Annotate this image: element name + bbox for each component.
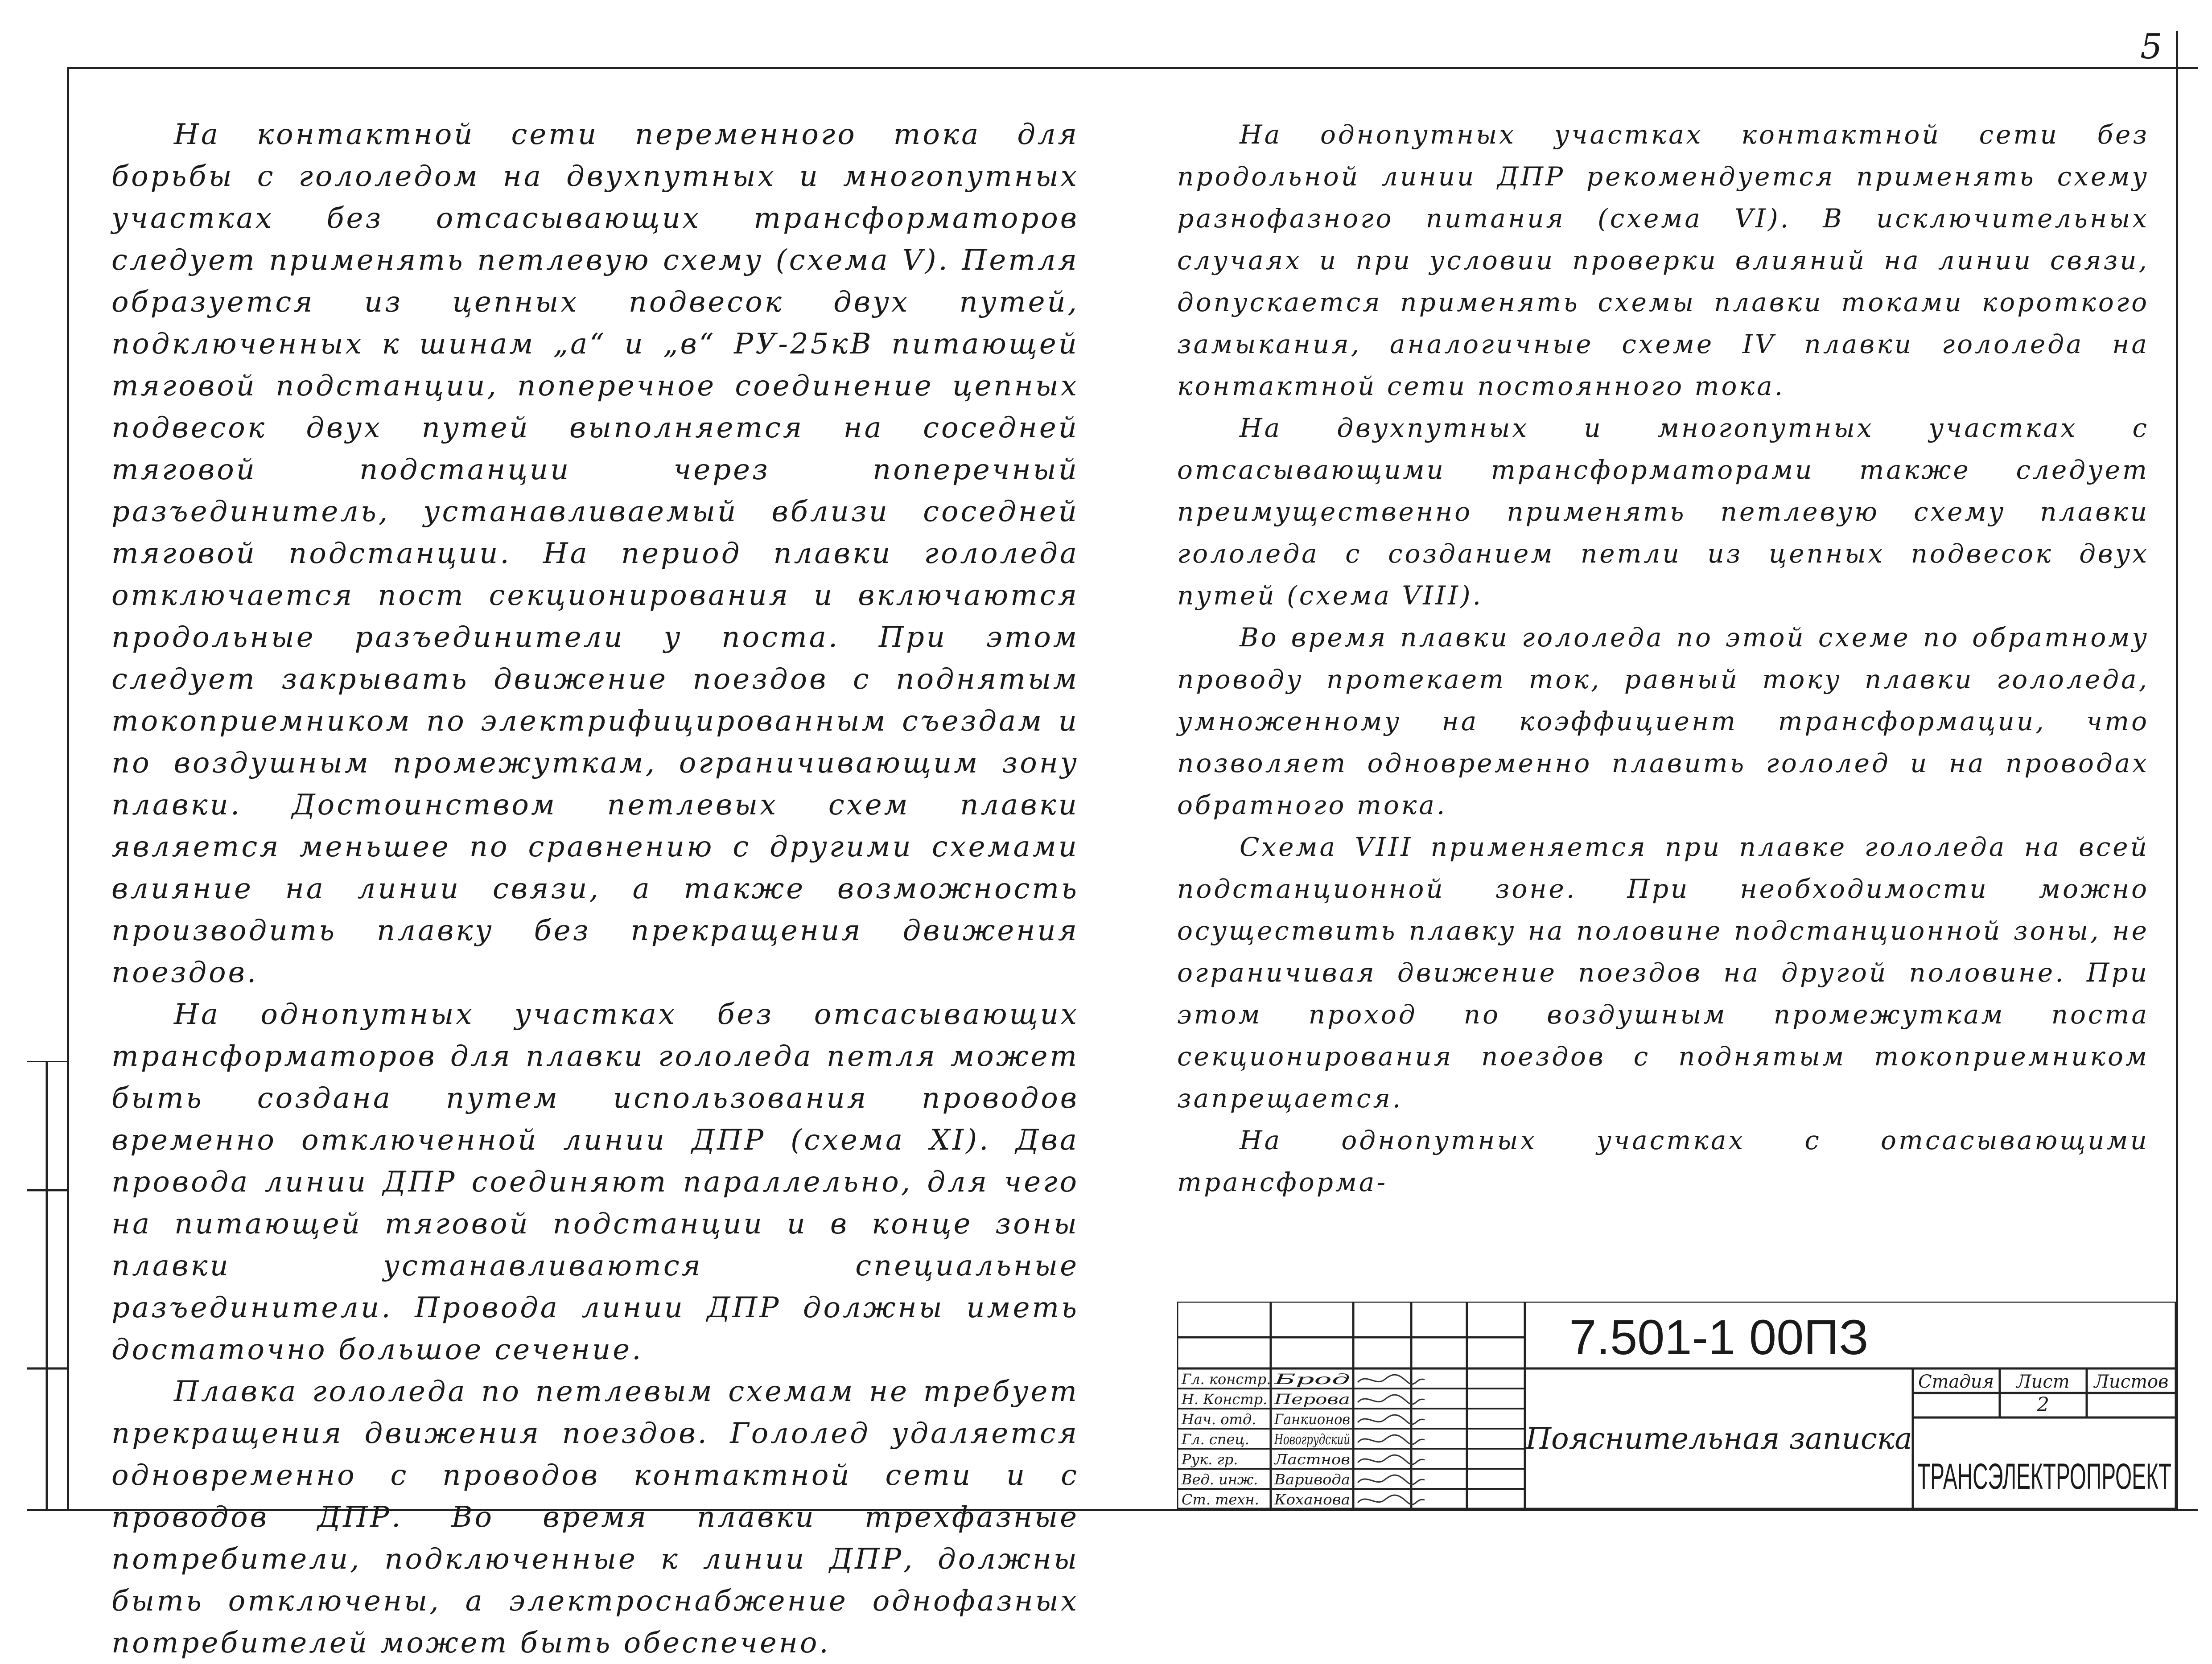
signer-role: Вед. инж. xyxy=(1182,1471,1258,1488)
signer-name: Ганкионов xyxy=(1274,1411,1350,1428)
signature-mark xyxy=(1358,1455,1425,1464)
left-column xyxy=(111,114,1079,1664)
organization-name: ТРАНСЭЛЕКТРОПРОЕКТ xyxy=(1917,1456,2171,1497)
signature-mark xyxy=(1358,1495,1425,1504)
sheet-number: 2 xyxy=(2037,1393,2049,1416)
signature-mark xyxy=(1358,1375,1425,1384)
signer-name: Коханова xyxy=(1273,1491,1350,1508)
paragraph: Во время плавки гололеда по этой схеме по обратному проводу протекает ток, равный току плавки гололеда, умноженному на коэффициент трансформации, что позволяет одновременно плавить гололед и на проводах обратного тока. xyxy=(1177,622,2149,820)
signer-name: Варивода xyxy=(1273,1471,1350,1488)
signer-name: Перова xyxy=(1273,1391,1350,1408)
signer-role: Гл. констр. xyxy=(1182,1371,1271,1388)
signer-role: Н. Констр. xyxy=(1182,1391,1268,1408)
paragraph: На однопутных участках контактной сети без продольной линии ДПР рекомендуется применять схему разнофазного питания (схема VI). В исключительных случаях и при условии проверки влияний на линии связи, допускается применять схемы плавки токами короткого замыкания, аналогичные схеме IV плавки гололеда на контактной сети постоянного тока. xyxy=(1177,119,2149,401)
right-column xyxy=(1177,114,2149,1203)
sheet-label: Лист xyxy=(2016,1372,2070,1392)
signature-mark xyxy=(1358,1435,1425,1444)
signer-role: Гл. спец. xyxy=(1182,1431,1249,1448)
paragraph: На контактной сети переменного тока для борьбы с гололедом на двухпутных и многопутных участках без отсасывающих трансформаторов следует применять петлевую схему (схема V). Петля образуется из цепных подвесок двух путей, подключенных к шинам „а“ и „в“ РУ-25кВ питающей тяговой подстанции, поперечное соединение цепных подвесок двух путей выполняется на соседней тяговой подстанции через поперечный разъединитель, устанавливаемый вблизи соседней тяговой подстанции. На период плавки гололеда отключается пост секционирования и включаются продольные разъединители у поста. При этом следует закрывать движение поездов с поднятым токоприемником по электрифицированным съездам и по воздушным промежуткам, ограничивающим зону плавки. Достоинством петлевых схем плавки является меньшее по сравнению с другими схемами влияние на линии связи, а также возможность производить плавку без прекращения движения поездов. xyxy=(111,118,1079,989)
paragraph: Схема VIII применяется при плавке гололеда на всей подстанционной зоне. При необходимости можно осуществить плавку на половине подстанционной зоны, не ограничивая движение поездов на другой половине. При этом проход по воздушным промежуткам поста секционирования поездов с поднятым токоприемником запрещается. xyxy=(1177,832,2149,1113)
frame-right-border xyxy=(2176,31,2178,1509)
document-name: Пояснительная записка xyxy=(1525,1422,1912,1456)
stage-label: Стадия xyxy=(1918,1372,1994,1392)
signature-mark xyxy=(1358,1475,1425,1484)
sheets-count-label: Листов xyxy=(2094,1372,2169,1392)
frame-top-border xyxy=(67,67,2198,69)
signature-mark xyxy=(1358,1395,1425,1404)
title-block xyxy=(1177,1302,2176,1509)
paragraph: Плавка гололеда по петлевым схемам не требует прекращения движения поездов. Гололед удаляется одновременно с проводов контактной сети и с проводов ДПР. Во время плавки трехфазные потребители, подключенные к линии ДПР, должны быть отключены, а электроснабжение однофазных потребителей может быть обеспечено. xyxy=(111,1375,1079,1660)
signer-name: Ластнов xyxy=(1273,1451,1350,1468)
signer-role: Рук. гр. xyxy=(1182,1451,1238,1468)
signer-name: Новогрудский xyxy=(1274,1431,1350,1448)
sheet-corner-number: 5 xyxy=(2140,27,2165,67)
signer-role: Нач. отд. xyxy=(1182,1411,1256,1428)
signer-role: Ст. техн. xyxy=(1182,1491,1259,1508)
binding-strip xyxy=(27,1061,67,1509)
document-designation: 7.501-1 00ПЗ xyxy=(1569,1310,1869,1365)
frame-left-border xyxy=(67,67,69,1509)
signature-mark xyxy=(1358,1415,1425,1424)
paragraph: На двухпутных и многопутных участках с отсасывающими трансформаторами также следует преимущественно применять петлевую схему плавки гололеда с созданием петли из цепных подвесок двух путей (схема VIII). xyxy=(1177,413,2149,611)
paragraph: На однопутных участках без отсасывающих трансформаторов для плавки гололеда петля может быть создана путем использования проводов временно отключенной линии ДПР (схема XI). Два провода линии ДПР соединяют параллельно, для чего на питающей тяговой подстанции и в конце зоны плавки устанавливаются специальные разъединители. Провода линии ДПР должны иметь достаточно большое сечение. xyxy=(111,998,1079,1366)
paragraph: На однопутных участках с отсасывающими трансформа- xyxy=(1177,1125,2149,1197)
signer-name: Брод xyxy=(1273,1371,1350,1388)
